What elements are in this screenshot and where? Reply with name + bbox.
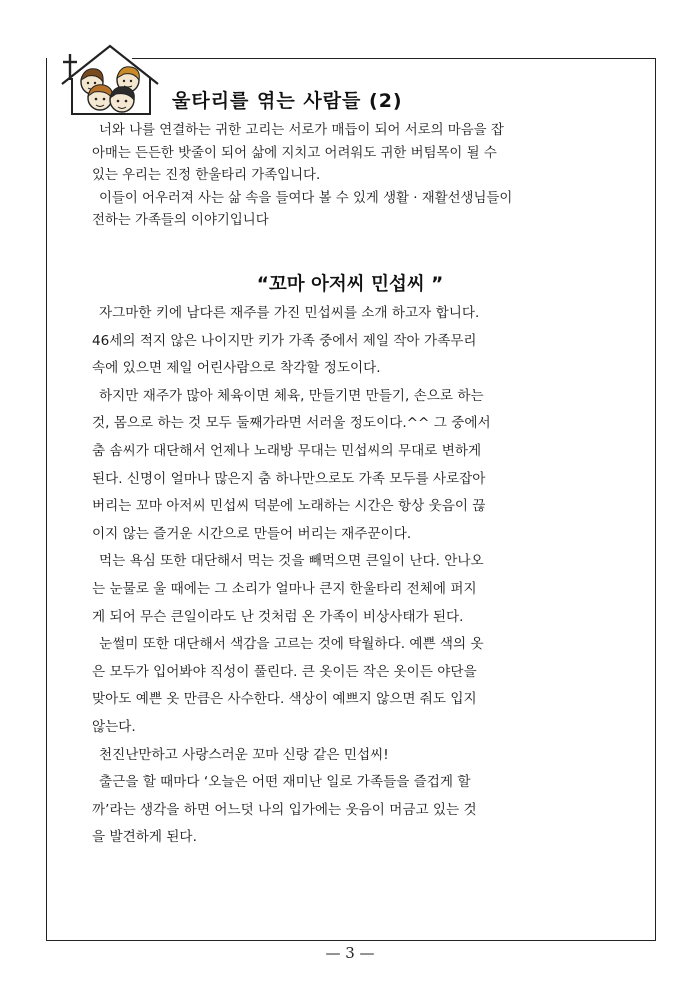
page-number: — 3 —: [325, 944, 375, 962]
intro-line: 아매는 든든한 밧줄이 되어 삶에 지치고 어려워도 귀한 버팀목이 될 수: [92, 145, 497, 161]
story-line: 속에 있으면 제일 어린사람으로 착각할 정도이다.: [92, 360, 381, 377]
intro-paragraph: [92, 120, 620, 233]
story-line: 천진난만하고 사랑스러운 꼬마 신랑 같은 민섭씨!: [99, 746, 389, 763]
intro-line: 너와 나를 연결하는 귀한 고리는 서로가 매듭이 되어 서로의 마음을 잡: [99, 123, 504, 138]
story-line: 버리는 꼬마 아저씨 민섭씨 덕분에 노래하는 시간은 항상 웃음이 끊: [92, 498, 486, 515]
story-line: 맞아도 예쁜 옷 만큼은 사수한다. 색상이 예쁘지 않으면 줘도 입지: [92, 691, 477, 708]
story-line: 눈썰미 또한 대단해서 색감을 고르는 것에 탁월하다. 예쁜 색의 옷: [99, 636, 484, 653]
story-line: 는 눈물로 울 때에는 그 소리가 얼마나 큰지 한울타리 전체에 퍼지: [92, 580, 477, 597]
story-line: 이지 않는 즐거운 시간으로 만들어 버리는 재주꾼이다.: [92, 525, 412, 542]
story-line: 것, 몸으로 하는 것 모두 둘째가라면 서러울 정도이다.^^ 그 중에서: [92, 415, 491, 432]
story-line: 자그마한 키에 남다른 재주를 가진 민섭씨를 소개 하고자 합니다.: [99, 305, 480, 321]
story-line: 게 되어 무슨 큰일이라도 난 것처럼 온 가족이 비상사태가 된다.: [92, 608, 464, 625]
story-line: 46세의 적지 않은 나이지만 키가 가족 중에서 제일 작아 가족무리: [92, 332, 477, 349]
intro-line: 전하는 가족들의 이야기입니다: [92, 213, 269, 229]
story-line: 춤 솜씨가 대단해서 언제나 노래방 무대는 민섭씨의 무대로 변하게: [92, 442, 482, 459]
house-with-cross-and-family-icon: [58, 40, 162, 118]
header-rule: [132, 58, 655, 59]
story-line: 하지만 재주가 많아 체육이면 체육, 만들기면 만들기, 손으로 하는: [99, 387, 484, 404]
intro-line: 있는 우리는 진정 한울타리 가족입니다.: [92, 168, 321, 184]
story-line: 된다. 신명이 얼마나 많은지 춤 하나만으로도 가족 모두를 사로잡아: [92, 470, 486, 487]
story-line: 은 모두가 입어봐야 직성이 풀린다. 큰 옷이든 작은 옷이든 야단을: [92, 663, 477, 680]
intro-line: 이들이 어우러져 사는 삶 속을 들여다 볼 수 있게 생활 · 재활선생님들이: [99, 190, 513, 206]
story-line: 을 발견하게 된다.: [92, 829, 197, 846]
story-line: 않는다.: [92, 718, 136, 735]
section-title: 울타리를 엮는 사람들 (2): [172, 90, 403, 112]
story-line: 까’라는 생각을 하면 어느덧 나의 입가에는 웃음이 머금고 있는 것: [92, 801, 477, 818]
story-body: [92, 300, 620, 852]
story-line: 출근을 할 때마다 ‘오늘은 어떤 재미난 일로 가족들을 즐겁게 할: [99, 774, 471, 791]
story-line: 먹는 욕심 또한 대단해서 먹는 것을 빼먹으면 큰일이 난다. 안나오: [99, 553, 484, 570]
story-title: “꼬마 아저씨 민섭씨 ”: [256, 274, 444, 295]
